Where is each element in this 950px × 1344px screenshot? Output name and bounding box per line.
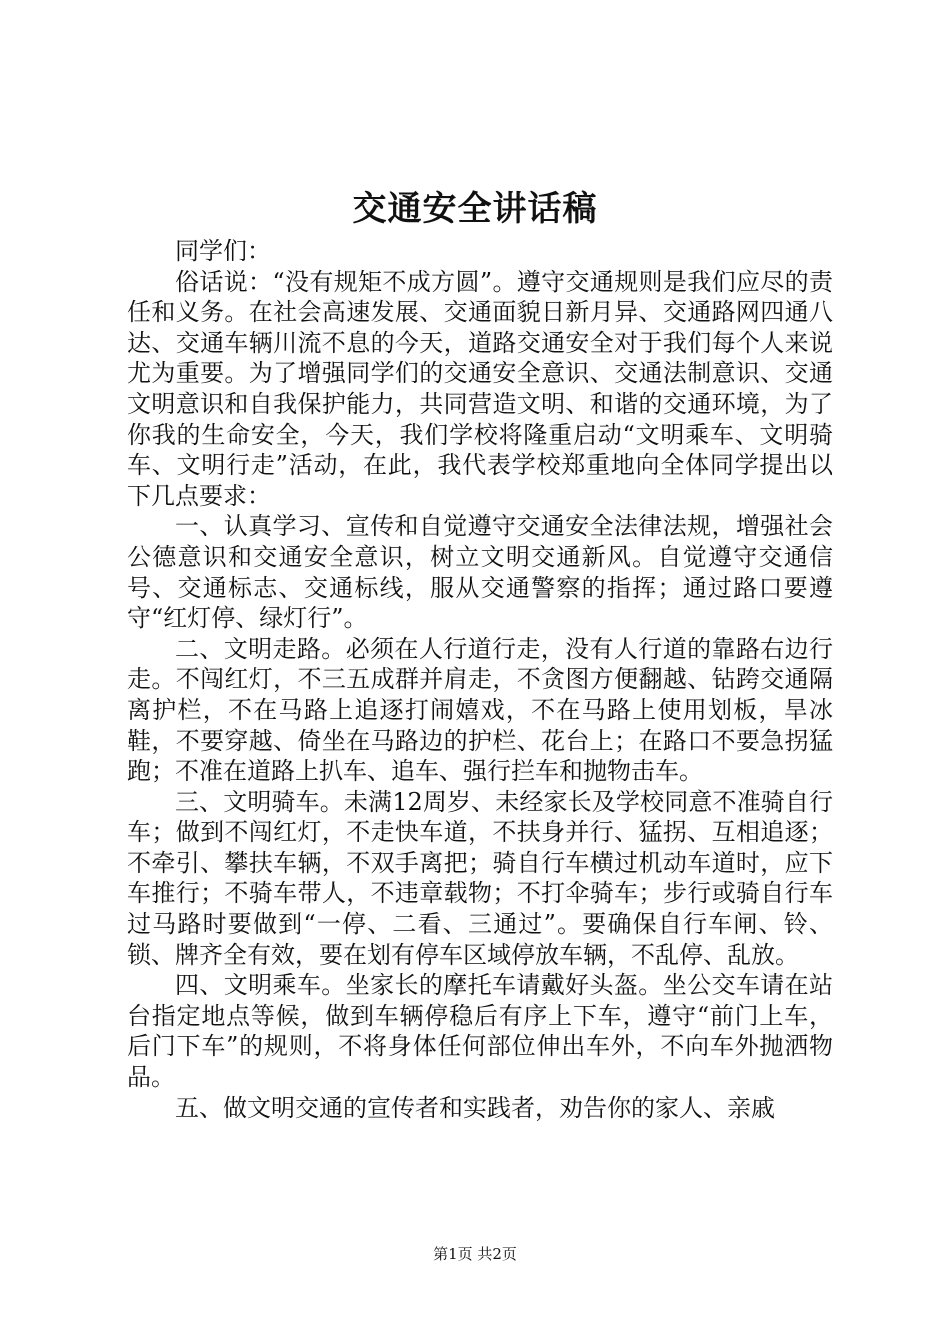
salutation-paragraph: 同学们： [175, 237, 271, 265]
point-three-paragraph: 三、文明骑车。未满12周岁、未经家长及学校同意不准骑自行车；做到不闯红灯，不走快车道，不扶身并行、猛拐、互相追逐；不牵引、攀扶车辆，不双手离把；骑自行车横过机动车道时，应下车推行；不骑车带人，不违章载物；不打伞骑车；步行或骑自行车过马路时要做到“一停、二看、三通过”。要确保自行车闸、铃、锁、牌齐全有效，要在划有停车区域停放车辆，不乱停、乱放。 [127, 787, 833, 969]
point-two-paragraph: 二、文明走路。必须在人行道行走，没有人行道的靠路右边行走。不闯红灯，不三五成群并肩走，不贪图方便翻越、钻跨交通隔离护栏，不在马路上追逐打闹嬉戏，不在马路上使用划板，旱冰鞋，不要穿越、倚坐在马路边的护栏、花台上；在路口不要急拐猛跑；不准在道路上扒车、追车、强行拦车和抛物击车。 [127, 634, 833, 786]
page-number-footer: 第1页 共2页 [433, 1245, 517, 1263]
point-five-paragraph: 五、做文明交通的宣传者和实践者，劝告你的家人、亲戚 [175, 1093, 775, 1122]
document-body [127, 236, 833, 1123]
point-one-paragraph: 一、认真学习、宣传和自觉遵守交通安全法律法规，增强社会公德意识和交通安全意识，树立文明交通新风。自觉遵守交通信号、交通标志、交通标线，服从交通警察的指挥；通过路口要遵守“红灯停、绿灯行”。 [127, 512, 833, 633]
point-four-paragraph: 四、文明乘车。坐家长的摩托车请戴好头盔。坐公交车请在站台指定地点等候，做到车辆停稳后有序上下车，遵守“前门上车，后门下车”的规则，不将身体任何部位伸出车外，不向车外抛洒物品。 [127, 971, 833, 1092]
intro-paragraph: 俗话说：“没有规矩不成方圆”。遵守交通规则是我们应尽的责任和义务。在社会高速发展、交通面貌日新月异、交通路网四通八达、交通车辆川流不息的今天，道路交通安全对于我们每个人来说尤为重要。为了增强同学们的交通安全意识、交通法制意识、交通文明意识和自我保护能力，共同营造文明、和谐的交通环境，为了你我的生命安全，今天，我们学校将隆重启动“文明乘车、文明骑车、文明行走”活动，在此，我代表学校郑重地向全体同学提出以下几点要求： [127, 267, 833, 510]
document-title: 交通安全讲话稿 [352, 189, 598, 229]
